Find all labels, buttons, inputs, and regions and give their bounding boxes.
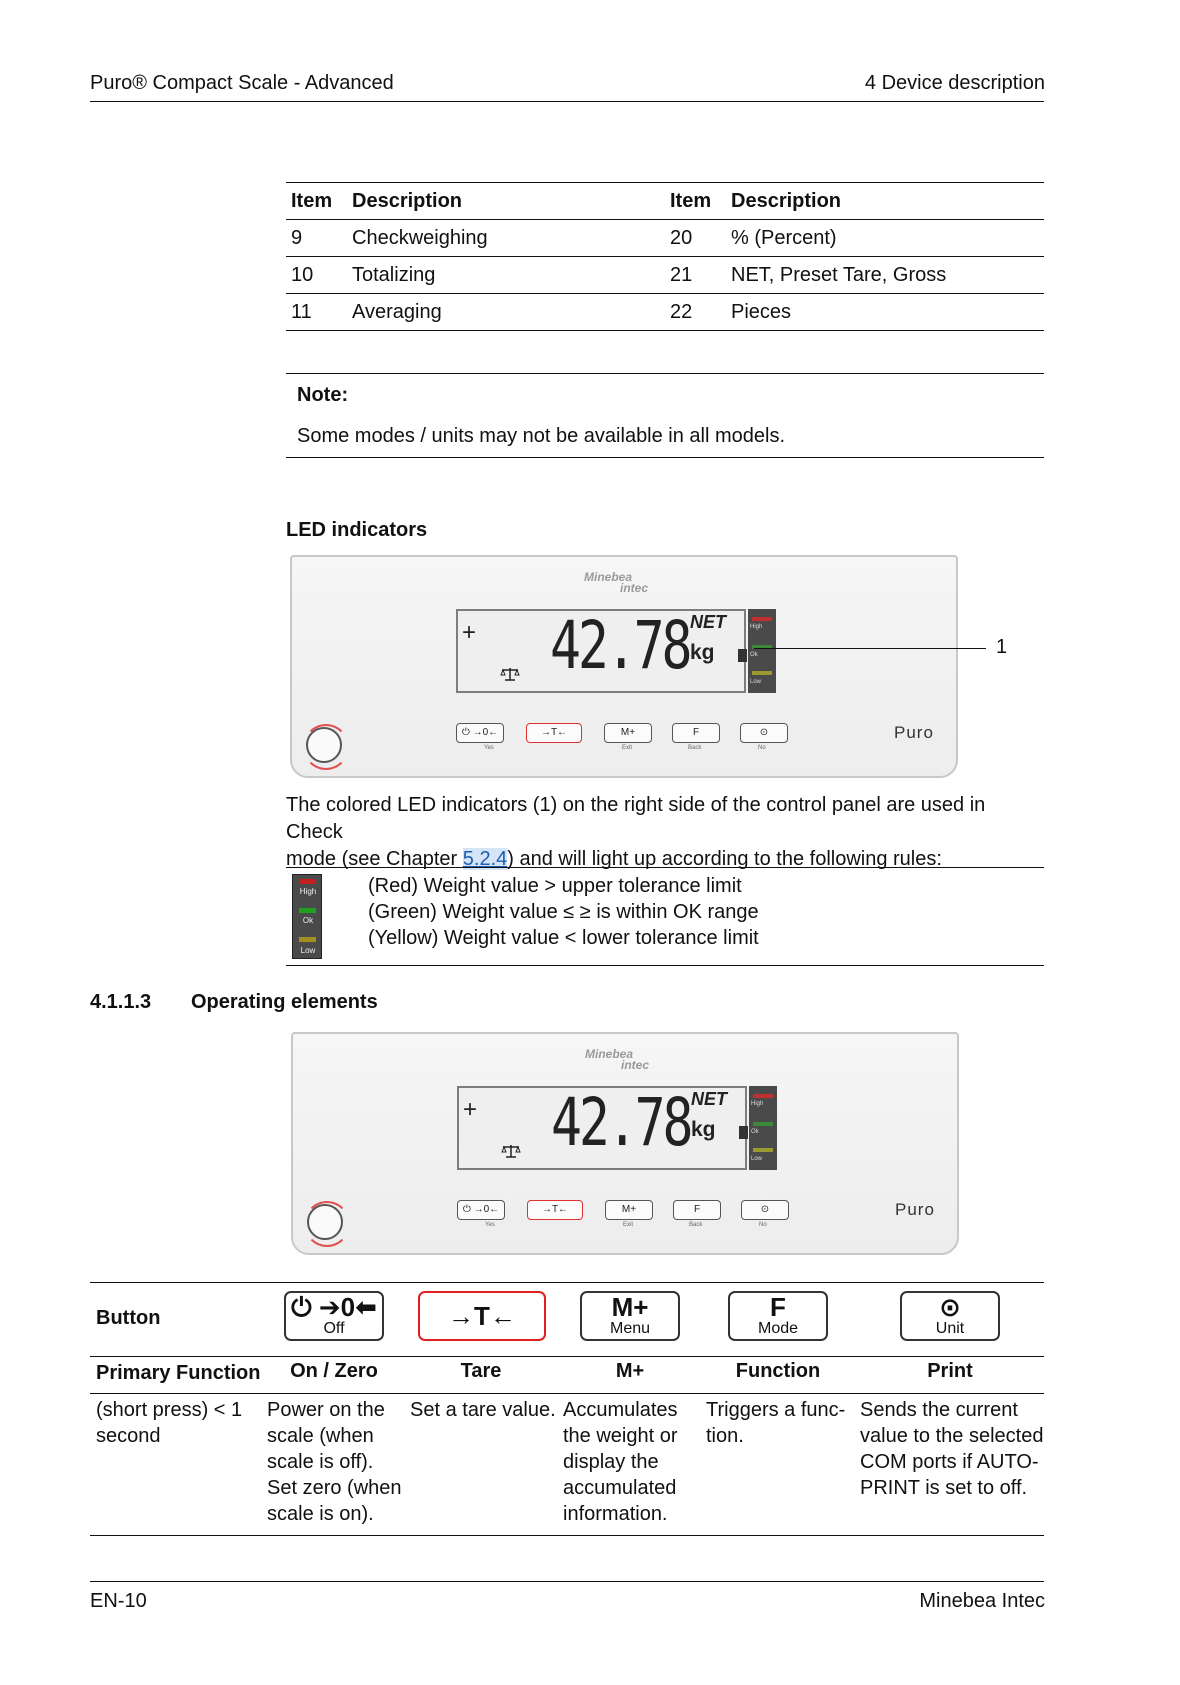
led-rule-green: (Green) Weight value ≤ ≥ is within OK range: [368, 901, 759, 923]
table-cell: 9: [286, 220, 347, 257]
table-header: Item: [286, 183, 347, 220]
panel-button-function: F: [672, 723, 720, 743]
yellow-led-icon: [299, 937, 316, 942]
led-label-low: Low: [750, 679, 762, 685]
description-zero: Power on the scale (when scale is off). Set zero (when scale is on).: [267, 1399, 402, 1525]
primary-function-function: Function: [735, 1360, 821, 1382]
callout-number: 1: [996, 636, 1008, 658]
tare-key: [418, 1291, 546, 1341]
plus-sign: +: [463, 1096, 478, 1123]
primary-function-mplus: M+: [615, 1360, 645, 1382]
lcd-display: [456, 609, 746, 693]
panel-sub-label: Yes: [484, 745, 494, 751]
page-number: EN-10: [90, 1590, 147, 1612]
panel-button-unit: ⊙: [740, 723, 788, 743]
table-header: Item: [665, 183, 726, 220]
brand-logo-line2: intec: [621, 1058, 650, 1072]
net-indicator: NET: [691, 1089, 727, 1109]
balance-icon: [500, 667, 520, 681]
mplus-key-symbol: M+: [611, 1292, 649, 1322]
yellow-led-icon: [753, 1148, 773, 1152]
footer-company: Minebea Intec: [919, 1590, 1045, 1612]
table-cell: NET, Preset Tare, Gross: [726, 257, 1044, 294]
mplus-key: [580, 1291, 680, 1341]
scale-panel-image: [290, 555, 958, 778]
panel-button-tare: →T←: [526, 723, 582, 743]
lcd-digits: 42.78: [551, 1084, 691, 1161]
plus-sign: +: [462, 619, 477, 646]
panel-button-zero: ⏻ →0←: [456, 723, 504, 743]
panel-sub-label: Back: [688, 745, 702, 751]
model-name: Puro: [894, 723, 934, 742]
function-key: [728, 1291, 828, 1341]
function-key-symbol: F: [770, 1292, 786, 1322]
lcd-digits: 42.78: [550, 607, 690, 684]
red-led-icon: [299, 879, 316, 884]
table-row: [286, 294, 1044, 331]
panel-sub-label: No: [758, 745, 766, 751]
panel-sub-label: No: [759, 1222, 767, 1228]
header-chapter: 4 Device description: [864, 72, 1045, 94]
led-indicator-image: [292, 874, 322, 959]
paragraph-text: ) and will light up according to the following rules:: [507, 848, 942, 870]
table-bottom-rule: [90, 1535, 1044, 1536]
led-label-high: High: [751, 1101, 764, 1107]
description-print: Sends the current value to the selected COM ports if AUTO-PRINT is set to off.: [860, 1399, 1044, 1499]
net-indicator: NET: [690, 612, 726, 632]
brand-logo-line1: Minebea: [584, 570, 633, 584]
table-cell: 22: [665, 294, 726, 331]
panel-sub-label: Yes: [485, 1222, 495, 1228]
callout-line: [754, 648, 986, 649]
note-box: [286, 373, 1044, 458]
press-duration-label: (short press) < 1 second: [96, 1399, 243, 1447]
table-header-row: [286, 183, 1044, 220]
panel-button-mplus: M+: [604, 723, 652, 743]
primary-function-zero: On / Zero: [290, 1360, 378, 1382]
led-description-paragraph: [286, 792, 1046, 873]
led-rules-table: [286, 867, 1044, 966]
paragraph-text: mode (see Chapter: [286, 848, 463, 870]
led-label-high: High: [299, 887, 317, 896]
unit-key-label: Unit: [935, 1320, 965, 1337]
led-label-ok: Ok: [750, 652, 758, 658]
brand-logo-line2: intec: [620, 581, 649, 595]
panel-sub-label: Exit: [623, 1222, 634, 1228]
section-number: 4.1.1.3: [90, 991, 152, 1013]
battery-icon: [739, 1126, 748, 1139]
led-label-low: Low: [300, 946, 316, 955]
table-header: Description: [726, 183, 1044, 220]
led-rule-red: (Red) Weight value > upper tolerance limit: [368, 875, 742, 897]
table-header: Description: [347, 183, 665, 220]
yellow-led-icon: [752, 671, 772, 675]
lcd-display: [457, 1086, 747, 1170]
table-rule: [90, 1393, 1044, 1394]
description-function: Triggers a func-tion.: [706, 1399, 846, 1447]
unit-key-symbol: ⊙: [939, 1292, 961, 1322]
brand-logo-line1: Minebea: [585, 1047, 634, 1061]
green-led-icon: [299, 908, 316, 913]
table-cell: 11: [286, 294, 347, 331]
primary-function-print: Print: [927, 1360, 973, 1382]
table-rule: [90, 1356, 1044, 1357]
section-title: Operating elements: [191, 991, 378, 1013]
table-row: [286, 220, 1044, 257]
panel-button-mplus: M+: [605, 1200, 653, 1220]
buttons-table-top-rule: [90, 1282, 1044, 1283]
note-text: Some modes / units may not be available in all models.: [297, 425, 786, 447]
panel-button-zero: ⏻ →0←: [457, 1200, 505, 1220]
function-key-label: Mode: [757, 1320, 799, 1337]
header-rule: [90, 101, 1044, 102]
model-name: Puro: [895, 1200, 935, 1219]
table-cell: Checkweighing: [347, 220, 665, 257]
unit-key: [900, 1291, 1000, 1341]
panel-button-tare: →T←: [527, 1200, 583, 1220]
red-led-icon: [752, 617, 772, 621]
mplus-key-label: Menu: [609, 1320, 651, 1337]
led-strip: [749, 1086, 777, 1170]
panel-button-function: F: [673, 1200, 721, 1220]
tare-key-symbol: →T←: [448, 1301, 516, 1331]
table-cell: % (Percent): [726, 220, 1044, 257]
description-mplus: Accumulates the weight or display the accumulated information.: [563, 1399, 678, 1525]
led-indicators-heading: LED indicators: [286, 519, 428, 541]
table-cell: 10: [286, 257, 347, 294]
led-label-ok: Ok: [302, 916, 314, 925]
panel-sub-label: Exit: [622, 745, 633, 751]
battery-icon: [738, 649, 747, 662]
items-table: [286, 182, 1044, 331]
led-strip: [748, 609, 776, 693]
description-tare: Set a tare value.: [410, 1399, 556, 1421]
primary-function-tare: Tare: [460, 1360, 502, 1382]
table-cell: Pieces: [726, 294, 1044, 331]
led-label-high: High: [750, 624, 763, 630]
balance-icon: [501, 1144, 521, 1158]
green-led-icon: [753, 1122, 773, 1126]
led-rule-yellow: (Yellow) Weight value < lower tolerance limit: [368, 927, 759, 949]
scale-panel-image: [291, 1032, 959, 1255]
zero-key-symbol: ⏻ ➔0⬅: [291, 1292, 377, 1322]
chapter-link[interactable]: 5.2.4: [462, 848, 508, 870]
led-label-ok: Ok: [751, 1129, 759, 1135]
table-cell: Averaging: [347, 294, 665, 331]
power-knob-icon: [306, 727, 342, 763]
panel-button-unit: ⊙: [741, 1200, 789, 1220]
zero-key-label: Off: [323, 1320, 345, 1337]
table-cell: 21: [665, 257, 726, 294]
red-led-icon: [753, 1094, 773, 1098]
zero-key: [284, 1291, 384, 1341]
power-knob-icon: [307, 1204, 343, 1240]
footer-rule: [90, 1581, 1044, 1582]
table-row: [286, 257, 1044, 294]
table-cell: 20: [665, 220, 726, 257]
button-row-label: Button: [96, 1307, 161, 1329]
note-label: Note:: [297, 384, 349, 406]
table-cell: Totalizing: [347, 257, 665, 294]
unit-indicator: kg: [691, 1118, 716, 1141]
unit-indicator: kg: [690, 641, 715, 664]
panel-sub-label: Back: [689, 1222, 703, 1228]
led-label-low: Low: [751, 1156, 763, 1162]
paragraph-text: The colored LED indicators (1) on the right side of the control panel are used in Check: [286, 794, 986, 843]
primary-function-label: Primary Function: [96, 1362, 261, 1384]
header-title: Puro® Compact Scale - Advanced: [90, 72, 394, 94]
